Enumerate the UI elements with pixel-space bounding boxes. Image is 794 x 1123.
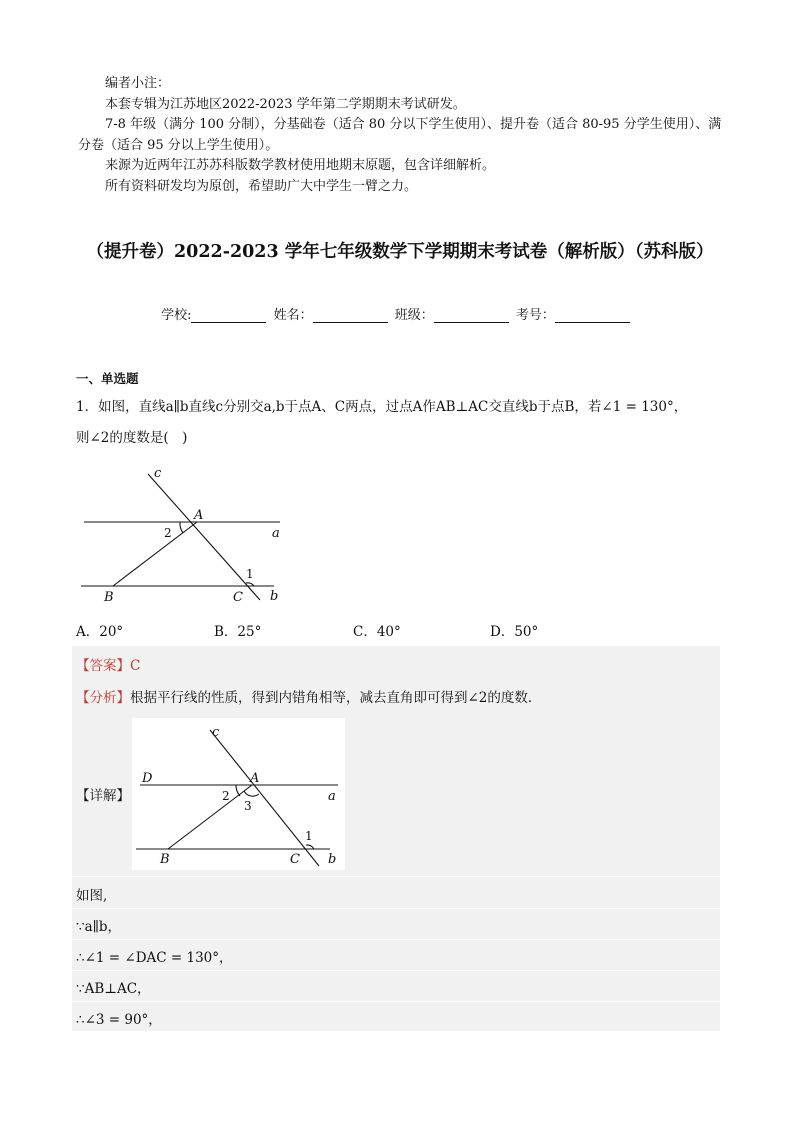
label-3: 3: [244, 799, 252, 813]
label-c: c: [154, 466, 162, 481]
label-a-line: a: [328, 789, 336, 804]
name-blank[interactable]: [313, 308, 388, 323]
section-heading: 一、单选题: [76, 371, 139, 386]
option-c[interactable]: [353, 620, 401, 640]
label-c-point: C: [290, 852, 300, 867]
detail-step: ∵a∥b，: [76, 919, 122, 935]
detail-step: ∵AB⊥AC，: [76, 981, 151, 997]
school-blank[interactable]: [191, 308, 266, 323]
analysis-text: 根据平行线的性质，得到内错角相等，减去直角即可得到∠2的度数．: [130, 690, 542, 706]
detail-step: ∴∠3 = 90°，: [76, 1012, 162, 1028]
option-value: 25°: [237, 624, 262, 640]
detail-step: 如图,: [76, 888, 108, 904]
figure-2: [132, 718, 345, 870]
segment-ab: [113, 522, 197, 586]
label-b-point: B: [104, 590, 114, 605]
label-d: D: [142, 771, 153, 786]
label-a-line: a: [272, 526, 280, 541]
answer-block: [72, 646, 720, 1031]
divider: [72, 970, 720, 971]
note-line: 所有资料研发均为原创，希望助广大中学生一臂之力。: [105, 178, 418, 194]
note-line: 本套专辑为江苏地区2022-2023 学年第二学期期末考试研发。: [105, 96, 466, 112]
label-b-point: B: [160, 852, 170, 867]
label-1: 1: [305, 829, 313, 843]
label-2: 2: [164, 526, 172, 540]
option-value: 40°: [376, 624, 401, 640]
label-b-line: b: [328, 852, 337, 867]
divider: [72, 939, 720, 940]
note-line: 7-8 年级（满分 100 分制），分基础卷（适合 80 分以下学生使用）、提升卷（适合 80-95 分学生使用）、满分卷（适合 95 分以上学生使用）。: [78, 117, 722, 153]
label-a-point: A: [250, 771, 260, 786]
question-text-line1: [76, 392, 726, 423]
detail-step-text: ∴∠1 = ∠DAC = 130°，: [76, 950, 233, 966]
divider: [72, 1001, 720, 1002]
label-c: c: [212, 725, 220, 740]
question-number: 1．: [76, 399, 99, 415]
figure-1: [76, 462, 296, 608]
school-label: 学校:: [161, 308, 192, 323]
option-letter: D．: [490, 624, 515, 640]
label-2: 2: [222, 789, 230, 803]
angle-1-arc: [306, 845, 314, 849]
answer-value: C: [130, 658, 141, 674]
detail-tag: 【详解】: [76, 788, 130, 804]
analysis-row: [76, 686, 541, 706]
option-letter: C．: [353, 624, 377, 640]
answer-row: [76, 654, 140, 674]
detail-step: [76, 946, 233, 966]
answer-tag: 【答案】: [76, 658, 130, 674]
question-text: 如图，直线a∥b直线c分别交a,b于点A、C两点，过点A作AB⊥AC交直线b于点B，若∠1 = 130°，: [98, 399, 688, 415]
analysis-tag: 【分析】: [76, 690, 130, 706]
option-letter: A．: [76, 624, 100, 640]
class-label: 班级：: [394, 308, 434, 323]
class-blank[interactable]: [434, 308, 509, 323]
note-line: 来源为近两年江苏苏科版数学教材使用地期末原题，包含详细解析。: [105, 158, 496, 173]
divider: [72, 876, 720, 877]
name-label: 姓名：: [273, 308, 313, 323]
option-b[interactable]: [214, 620, 261, 640]
question-1: [76, 392, 726, 454]
label-b-line: b: [270, 589, 279, 604]
option-value: 50°: [514, 624, 539, 640]
label-c-point: C: [233, 590, 243, 605]
label-1: 1: [246, 567, 254, 581]
angle-3-arc: [244, 791, 259, 796]
option-d[interactable]: [490, 620, 538, 640]
editor-note: [78, 74, 723, 197]
option-letter: B．: [214, 624, 238, 640]
option-value: 20°: [99, 624, 124, 640]
note-line: 编者小注：: [105, 76, 171, 91]
exam-title: （提升卷）2022-2023 学年七年级数学下学期期末考试卷（解析版）（苏科版）: [86, 242, 714, 262]
angle-2-arc: [180, 522, 183, 533]
id-blank[interactable]: [555, 308, 630, 323]
question-text-line2: 则∠2的度数是( ): [76, 430, 188, 446]
student-info-line: [0, 304, 794, 323]
divider: [72, 908, 720, 909]
option-a[interactable]: [76, 620, 123, 640]
id-label: 考号：: [515, 308, 555, 323]
label-a-point: A: [194, 508, 204, 523]
